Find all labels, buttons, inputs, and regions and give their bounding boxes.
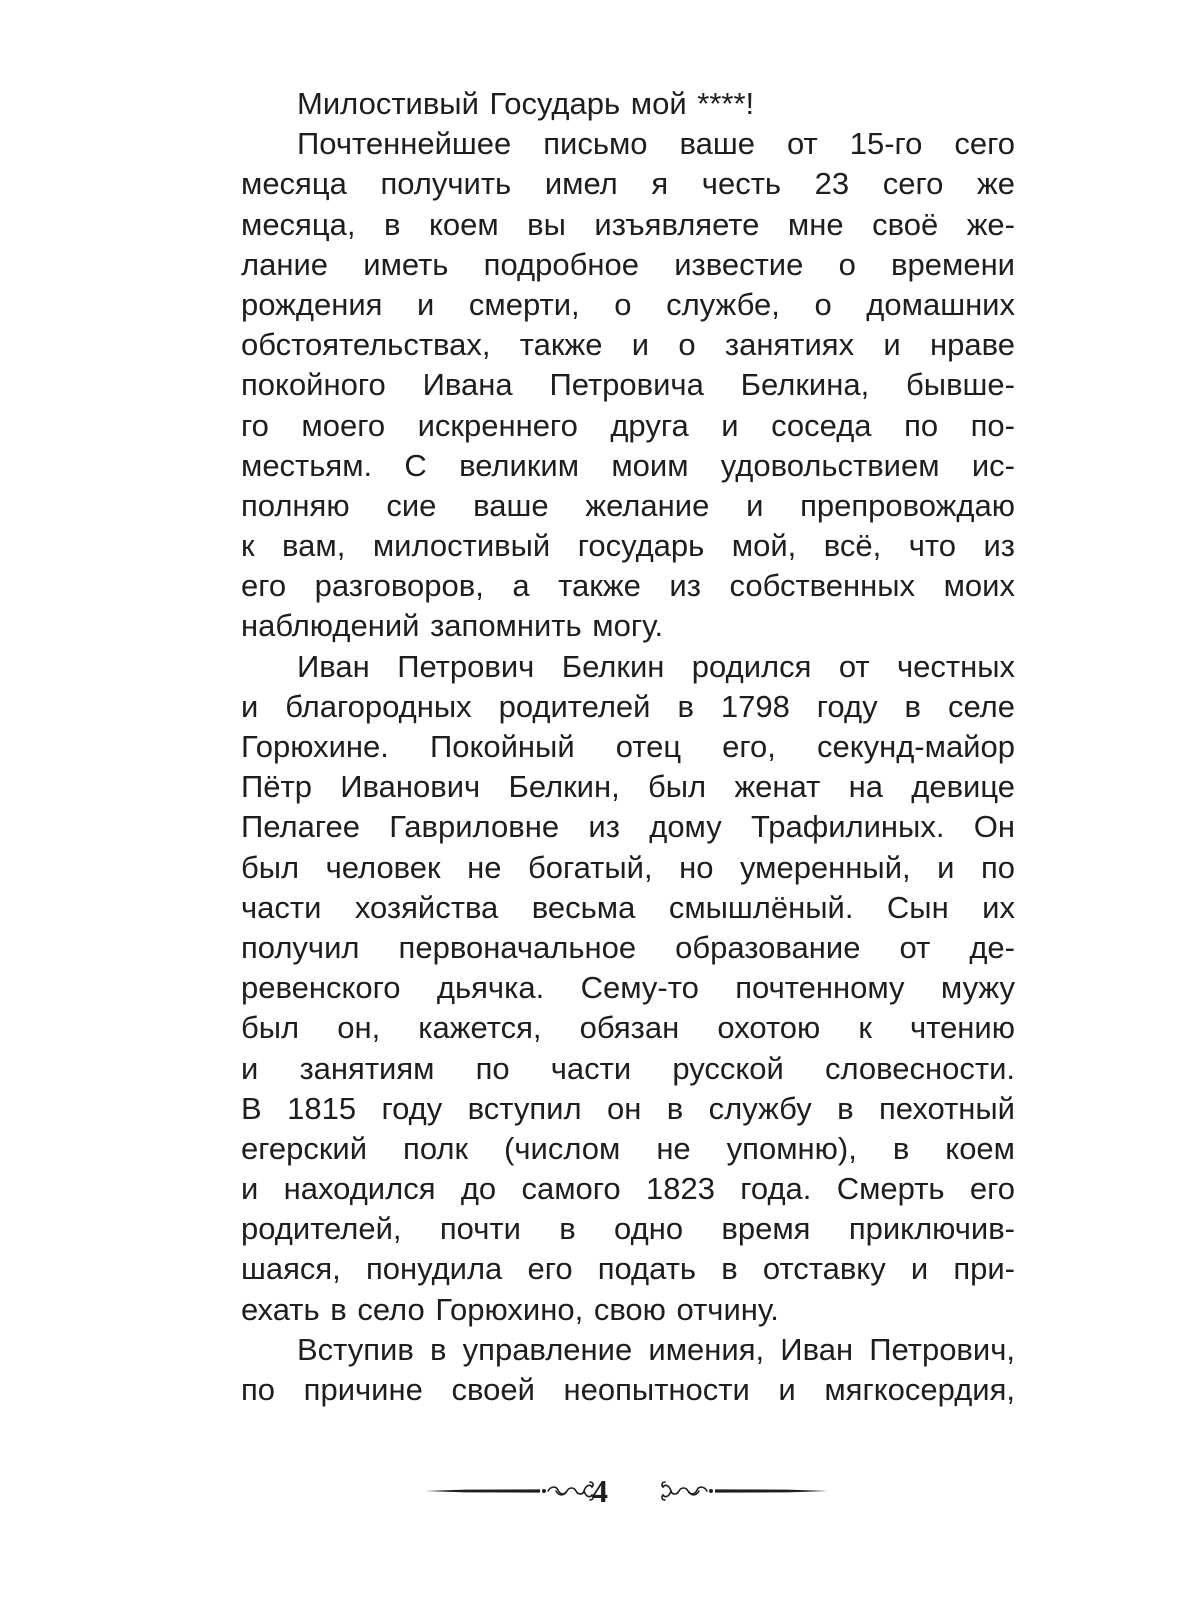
text-line: местьям. С великим моим удовольствием ис- <box>241 447 1015 483</box>
text-line: покойного Ивана Петровича Белкина, бывше- <box>241 367 1015 403</box>
text-line: и занятиям по части русской словесности. <box>241 1050 1015 1086</box>
text-line: Пелагее Гавриловне из дому Трафилиных. Он <box>241 809 1015 845</box>
text-line: родителей, почти в одно время приключив- <box>241 1211 1015 1247</box>
text-line: части хозяйства весьма смышлёный. Сын их <box>241 889 1015 925</box>
text-line: го моего искреннего друга и соседа по по- <box>241 407 1015 443</box>
page-number: 4 <box>592 1473 608 1509</box>
text-line: был он, кажется, обязан охотою к чтению <box>241 1010 1015 1046</box>
text-line: по причине своей неопытности и мягкосердия, <box>241 1372 1015 1407</box>
text-line: Вступив в управление имения, Иван Петрович, <box>297 1331 1015 1367</box>
text-line: Милостивый Государь мой ****! <box>297 86 755 121</box>
text-line: был человек не богатый, но умеренный, и по <box>241 849 1015 885</box>
text-line: ревенского дьячка. Сему-то почтенному мужу <box>241 970 1015 1006</box>
text-line: месяца, в коем вы изъявляете мне своё же- <box>241 206 1015 242</box>
text-line: В 1815 году вступил он в службу в пехотный <box>241 1090 1015 1126</box>
text-line: Иван Петрович Белкин родился от честных <box>297 648 1015 684</box>
text-line: егерский полк (числом не упомню), в коем <box>241 1130 1015 1166</box>
text-line: получил первоначальное образование от де- <box>241 929 1015 965</box>
text-line: Почтеннейшее письмо ваше от 15-го сего <box>297 126 1015 162</box>
text-line: его разговоров, а также из собственных моих <box>241 568 1015 604</box>
text-line: к вам, милостивый государь мой, всё, что из <box>241 528 1015 564</box>
text-line: рождения и смерти, о службе, о домашних <box>241 286 1015 322</box>
page-footer <box>0 1471 1200 1511</box>
text-line: и благородных родителей в 1798 году в селе <box>241 688 1015 724</box>
text-line: и находился до самого 1823 года. Смерть его <box>241 1171 1015 1207</box>
text-line: шаяся, понудила его подать в отставку и при- <box>241 1251 1015 1287</box>
text-line: ехать в село Горюхино, свою отчину. <box>241 1291 779 1327</box>
text-line: Горюхине. Покойный отец его, секунд-майор <box>241 729 1015 764</box>
text-line: обстоятельствах, также и о занятиях и нраве <box>241 327 1015 363</box>
page-body-text <box>241 84 1015 1410</box>
text-line: наблюдений запомнить могу. <box>241 608 664 644</box>
text-line: лание иметь подробное известие о времени <box>241 246 1015 282</box>
text-line: полняю сие ваше желание и препровождаю <box>241 487 1015 523</box>
text-line: Пётр Иванович Белкин, был женат на девице <box>241 769 1015 805</box>
text-line: месяца получить имел я честь 23 сего же <box>241 166 1015 202</box>
